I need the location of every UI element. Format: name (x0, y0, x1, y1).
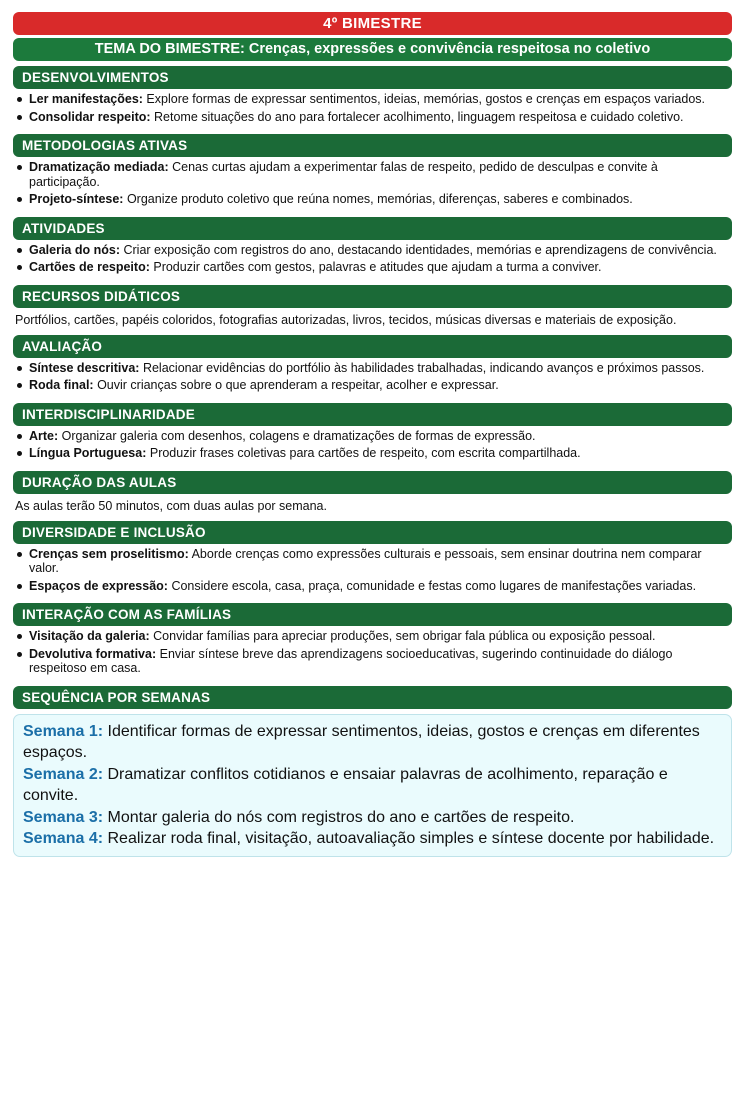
section-heading-recursos: RECURSOS DIDÁTICOS (13, 285, 732, 308)
list-item (13, 429, 732, 444)
item-text: Cenas curtas ajudam a experimentar falas de respeito, pedido de desculpas e convite à participação. (29, 160, 658, 189)
list-item (13, 446, 732, 461)
list-item (13, 547, 732, 576)
item-label: Síntese descritiva: (29, 360, 140, 375)
weeks-box (13, 714, 732, 857)
page-title: 4º BIMESTRE (13, 12, 732, 35)
item-text: Ouvir crianças sobre o que aprenderam a respeitar, acolher e expressar. (97, 378, 499, 392)
week-text: Identificar formas de expressar sentimentos, ideias, gostos e crenças em diferentes espaços. (23, 722, 700, 761)
section-heading-metodologias: METODOLOGIAS ATIVAS (13, 134, 732, 157)
item-text: Aborde crenças como expressões culturais e pessoais, sem ensinar doutrina nem comparar valor. (29, 546, 702, 575)
item-label: Espaços de expressão: (29, 578, 168, 593)
item-label: Cartões de respeito: (29, 260, 150, 274)
week-label: Semana 4: (23, 830, 104, 847)
item-label: Consolidar respeito: (29, 109, 151, 124)
item-text: Considere escola, casa, praça, comunidade e festas como lugares de manifestações variadas. (171, 578, 697, 593)
section-heading-duracao: DURAÇÃO DAS AULAS (13, 471, 732, 494)
item-label: Ler manifestações: (29, 92, 143, 106)
section-heading-avaliacao: AVALIAÇÃO (13, 335, 732, 358)
item-text: Relacionar evidências do portfólio às habilidades trabalhadas, indicando avanços e próximos passos. (142, 360, 705, 375)
section-heading-interdisciplinaridade: INTERDISCIPLINARIDADE (13, 403, 732, 426)
item-text: Convidar famílias para apreciar produções, sem obrigar fala pública ou exposição pessoal. (153, 629, 656, 643)
metodologias-list (13, 157, 732, 212)
item-label: Arte: (29, 428, 59, 443)
atividades-list (13, 240, 732, 280)
item-label: Roda final: (29, 378, 94, 392)
desenvolvimentos-list (13, 89, 732, 129)
section-heading-familias: INTERAÇÃO COM AS FAMÍLIAS (13, 603, 732, 626)
item-text: Produzir cartões com gestos, palavras e atitudes que ajudam a turma a conviver. (153, 260, 602, 274)
week-text: Dramatizar conflitos cotidianos e ensaiar palavras de acolhimento, reparação e convite. (23, 765, 668, 804)
item-text: Organizar galeria com desenhos, colagens e dramatizações de formas de expressão. (61, 428, 536, 443)
section-heading-atividades: ATIVIDADES (13, 217, 732, 240)
list-item (13, 579, 732, 594)
week-row (23, 721, 722, 764)
item-text: Organize produto coletivo que reúna nomes, memórias, diferenças, saberes e combinados. (126, 192, 633, 206)
item-label: Língua Portuguesa: (29, 446, 147, 460)
section-heading-sequencia: SEQUÊNCIA POR SEMANAS (13, 686, 732, 709)
list-item (13, 260, 732, 275)
recursos-text: Portfólios, cartões, papéis coloridos, fotografias autorizadas, livros, tecidos, músicas diversas e materiais de exposição. (15, 312, 677, 327)
item-label: Devolutiva formativa: (29, 646, 157, 661)
item-text: Enviar síntese breve das aprendizagens socioeducativas, sugerindo continuidade do diálogo respeitoso em casa. (29, 646, 673, 675)
list-item (13, 92, 732, 107)
item-label: Crenças sem proselitismo: (29, 546, 189, 561)
item-label: Visitação da galeria: (29, 629, 150, 643)
interdisciplinaridade-list (13, 426, 732, 466)
week-row (23, 807, 722, 829)
section-heading-diversidade: DIVERSIDADE E INCLUSÃO (13, 521, 732, 544)
item-text: Produzir frases coletivas para cartões de respeito, com escrita compartilhada. (149, 446, 581, 460)
list-item (13, 243, 732, 258)
list-item (13, 378, 732, 393)
list-item (13, 629, 732, 644)
week-row (23, 764, 722, 807)
list-item (13, 647, 732, 676)
week-text: Realizar roda final, visitação, autoavaliação simples e síntese docente por habilidade. (107, 830, 715, 847)
item-label: Dramatização mediada: (29, 160, 169, 174)
list-item (13, 160, 732, 189)
item-label: Galeria do nós: (29, 242, 120, 257)
list-item (13, 192, 732, 207)
duracao-text: As aulas terão 50 minutos, com duas aulas por semana. (15, 498, 327, 513)
familias-list (13, 626, 732, 681)
week-row (23, 828, 722, 850)
week-label: Semana 3: (23, 808, 104, 826)
item-text: Explore formas de expressar sentimentos, ideias, memórias, gostos e crenças em espaços variados. (146, 92, 706, 106)
week-label: Semana 2: (23, 765, 104, 783)
list-item (13, 361, 732, 376)
diversidade-list (13, 544, 732, 599)
item-text: Retome situações do ano para fortalecer acolhimento, linguagem respeitosa e cuidado coletivo. (154, 109, 684, 124)
section-heading-desenvolvimentos: DESENVOLVIMENTOS (13, 66, 732, 89)
avaliacao-list (13, 358, 732, 398)
list-item (13, 110, 732, 125)
theme-banner: TEMA DO BIMESTRE: Crenças, expressões e convivência respeitosa no coletivo (13, 38, 732, 61)
week-label: Semana 1: (23, 722, 104, 740)
item-label: Projeto-síntese: (29, 192, 124, 206)
item-text: Criar exposição com registros do ano, destacando identidades, memórias e aprendizagens de convivência. (123, 242, 717, 257)
week-text: Montar galeria do nós com registros do ano e cartões de respeito. (107, 808, 575, 826)
